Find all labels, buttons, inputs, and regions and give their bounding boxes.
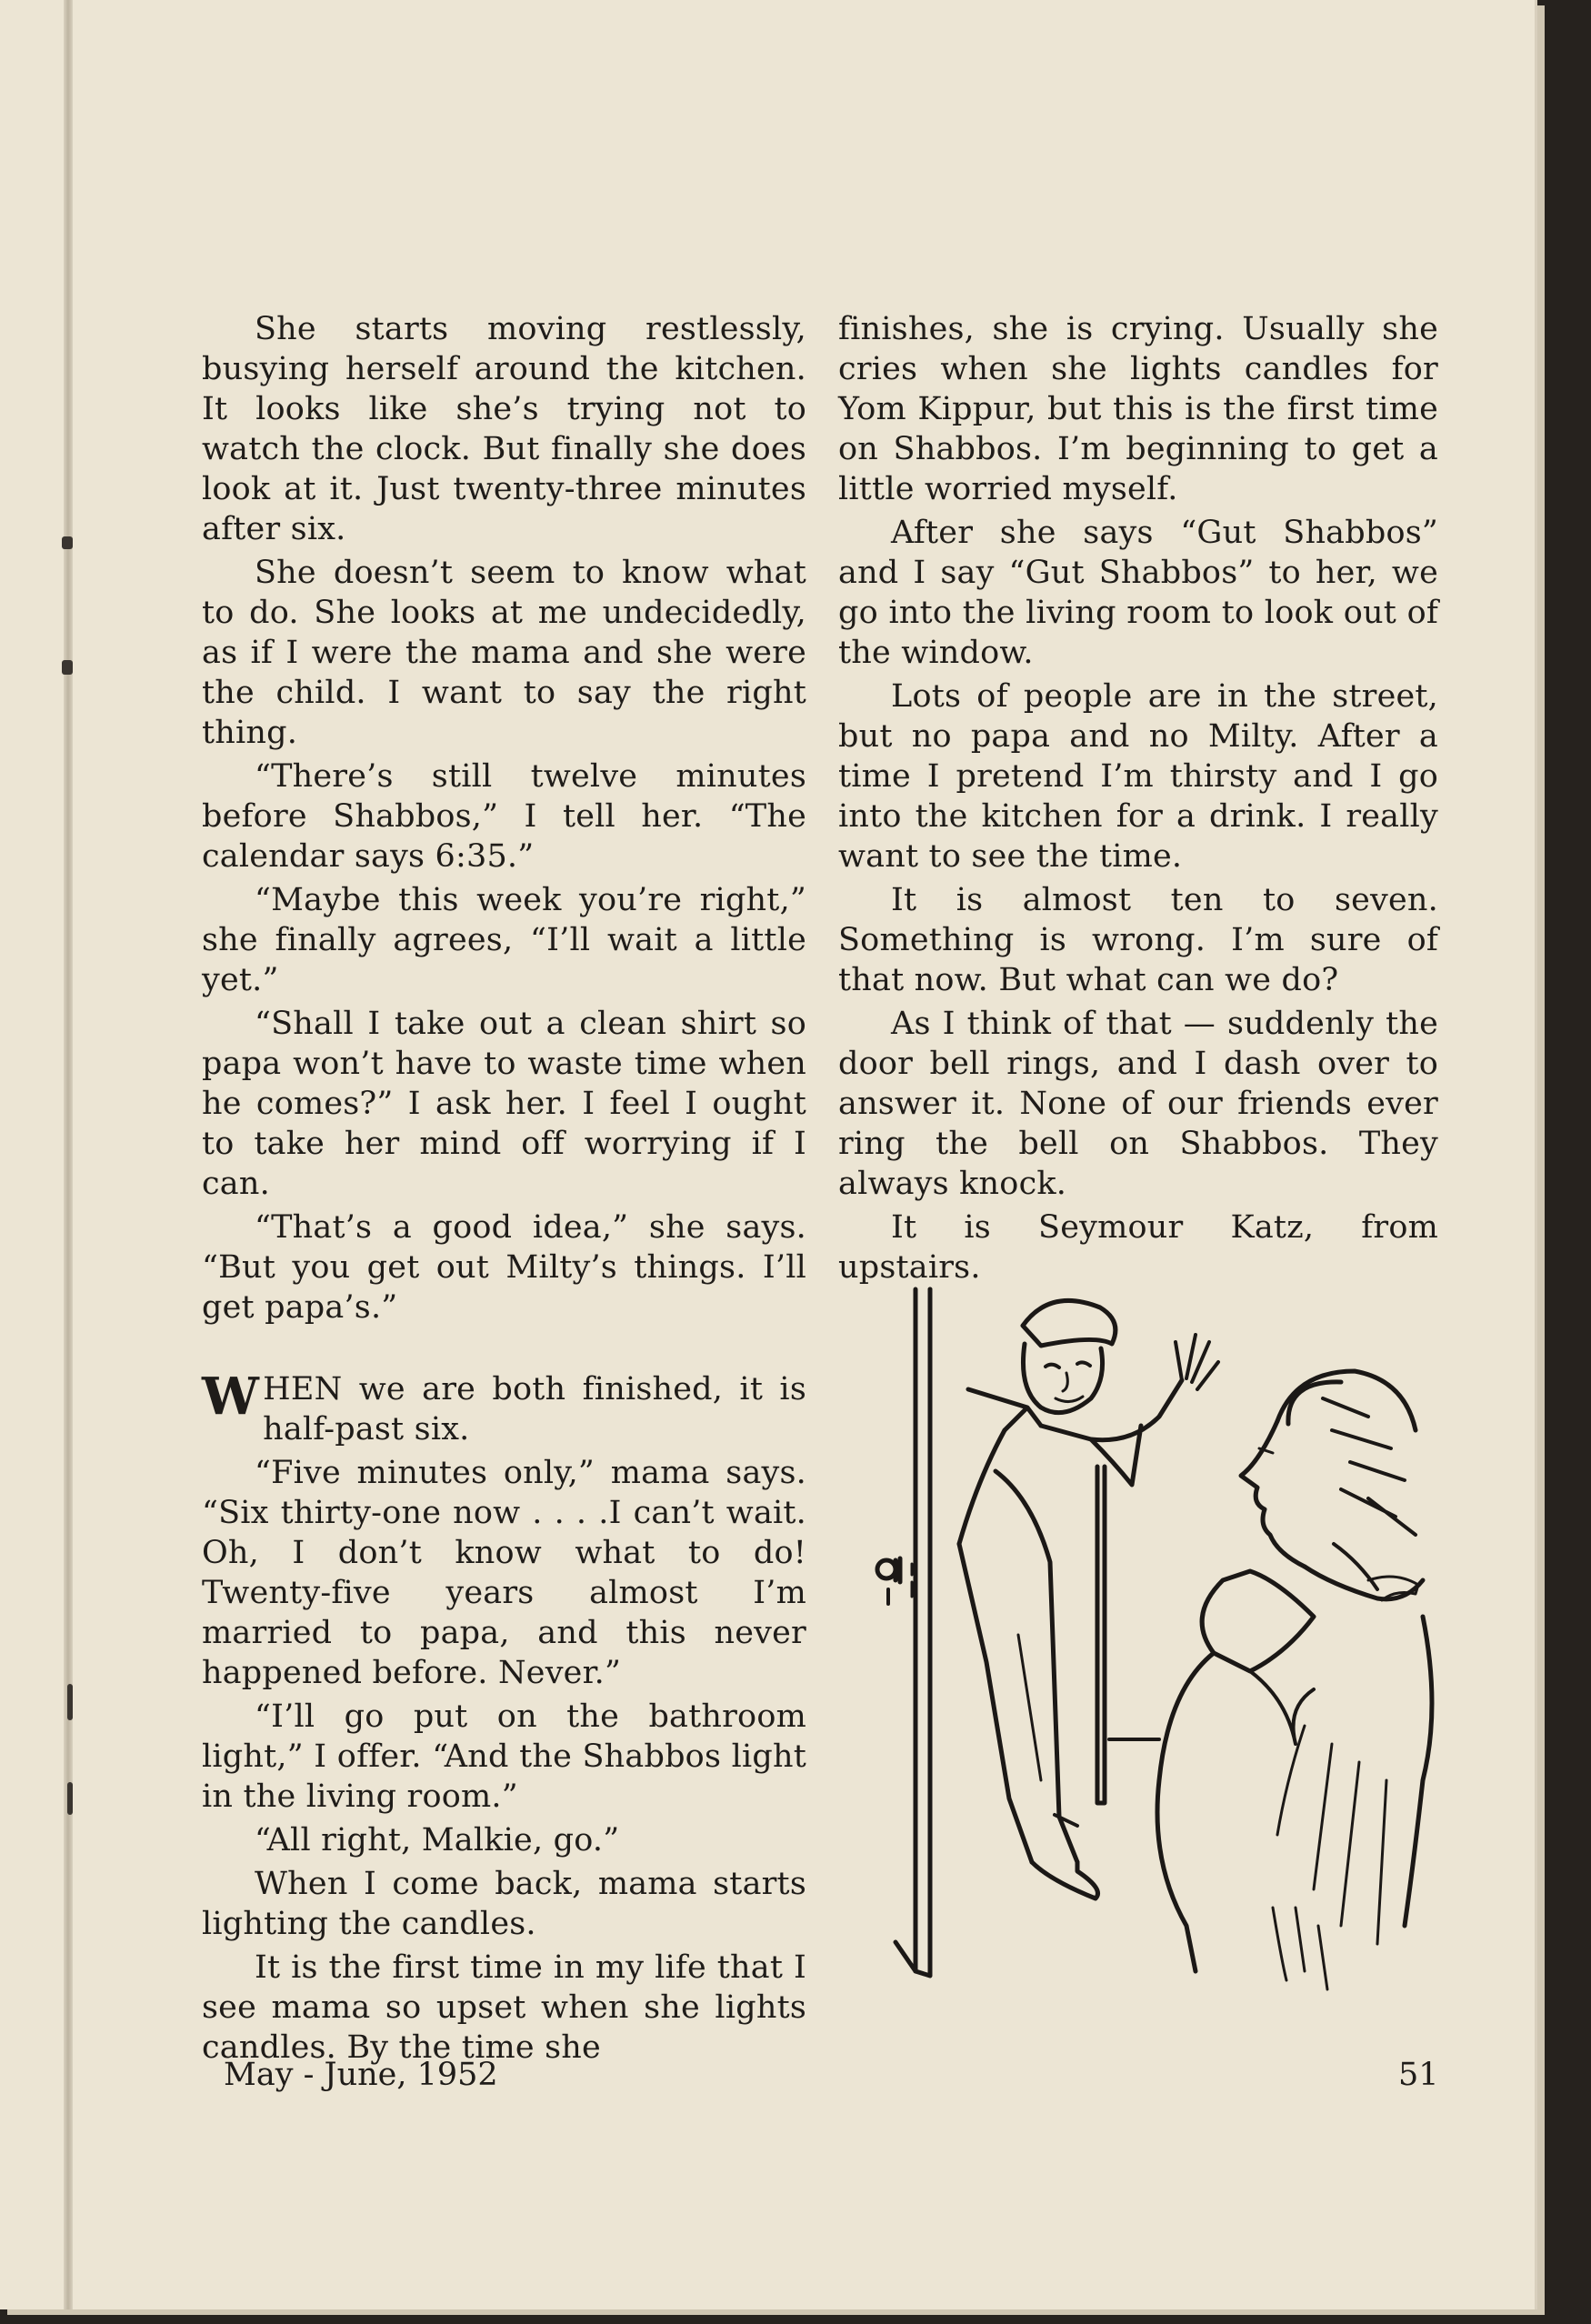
paragraph: After she says “Gut Shabbos” and I say “Gut Shabbos” to her, we go into the living room to look out of the window. — [838, 515, 1438, 671]
binding-stitch — [67, 1684, 73, 1720]
paragraph: As I think of that — suddenly the door bell rings, and I dash over to answer it. None of our friends ever ring the bell on Shabbos. They always knock. — [838, 1006, 1438, 1202]
binding-stitch — [62, 536, 73, 549]
story-illustration — [859, 1271, 1441, 2008]
page-number: 51 — [1398, 2057, 1439, 2093]
paragraph: “Maybe this week you’re right,” she finally agrees, “I’ll wait a little yet.” — [202, 882, 806, 998]
left-text-column — [202, 309, 806, 2068]
paragraph: She starts moving restlessly, busying herself around the kitchen. It looks like she’s trying not to watch the clock. But finally she does look at it. Just twenty-three minutes after six. — [202, 311, 806, 547]
paragraph: It is almost ten to seven. Something is wrong. I’m sure of that now. But what can we do? — [838, 882, 1438, 998]
binding-stitch — [67, 1782, 73, 1815]
issue-date: May - June, 1952 — [224, 2057, 498, 2093]
paragraph: “There’s still twelve minutes before Shabbos,” I tell her. “The calendar says 6:35.” — [202, 758, 806, 875]
paragraph: “I’ll go put on the bathroom light,” I offer. “And the Shabbos light in the living room.” — [202, 1698, 806, 1815]
paragraph-text: HEN we are both finished, it is half-past six. — [263, 1371, 806, 1447]
paragraph: She doesn’t seem to know what to do. She looks at me undecidedly, as if I were the mama and she were the child. I want to say the right thing. — [202, 555, 806, 751]
section-opening-paragraph — [202, 1369, 806, 1449]
door-frame — [916, 1289, 930, 1976]
door-knob-icon — [877, 1558, 912, 1604]
paragraph: It is the first time in my life that I see mama so upset when she lights candles. By the time she — [202, 1949, 806, 2066]
boy-figure — [959, 1300, 1218, 1898]
drop-cap: W — [202, 1367, 260, 1427]
binding-stitch — [62, 660, 73, 675]
book-spine — [64, 0, 73, 2309]
door-frame-base — [896, 1942, 916, 1971]
woman-figure — [1157, 1371, 1432, 1989]
right-text-column — [838, 309, 1438, 1287]
paragraph: It is Seymour Katz, from upstairs. — [838, 1209, 1438, 1286]
paragraph: “Shall I take out a clean shirt so papa won’t have to waste time when he comes?” I ask her. I feel I ought to take her mind off worrying if I can. — [202, 1006, 806, 1202]
paragraph: “That’s a good idea,” she says. “But you get out Milty’s things. I’ll get papa’s.” — [202, 1209, 806, 1326]
paragraph: When I come back, mama starts lighting the candles. — [202, 1866, 806, 1942]
paragraph: “Five minutes only,” mama says. “Six thirty-one now . . . .I can’t wait. Oh, I don’t know what to do! Twenty-five years almost I’m married to papa, and this never happened before. Never.” — [202, 1455, 806, 1691]
paragraph: “All right, Malkie, go.” — [255, 1822, 620, 1858]
paragraph: Lots of people are in the street, but no papa and no Milty. After a time I pretend I’m thirsty and I go into the kitchen for a drink. I really want to see the time. — [838, 678, 1438, 875]
paragraph: finishes, she is crying. Usually she cries when she lights candles for Yom Kippur, but this is the first time on Shabbos. I’m beginning to get a little worried myself. — [838, 311, 1438, 507]
